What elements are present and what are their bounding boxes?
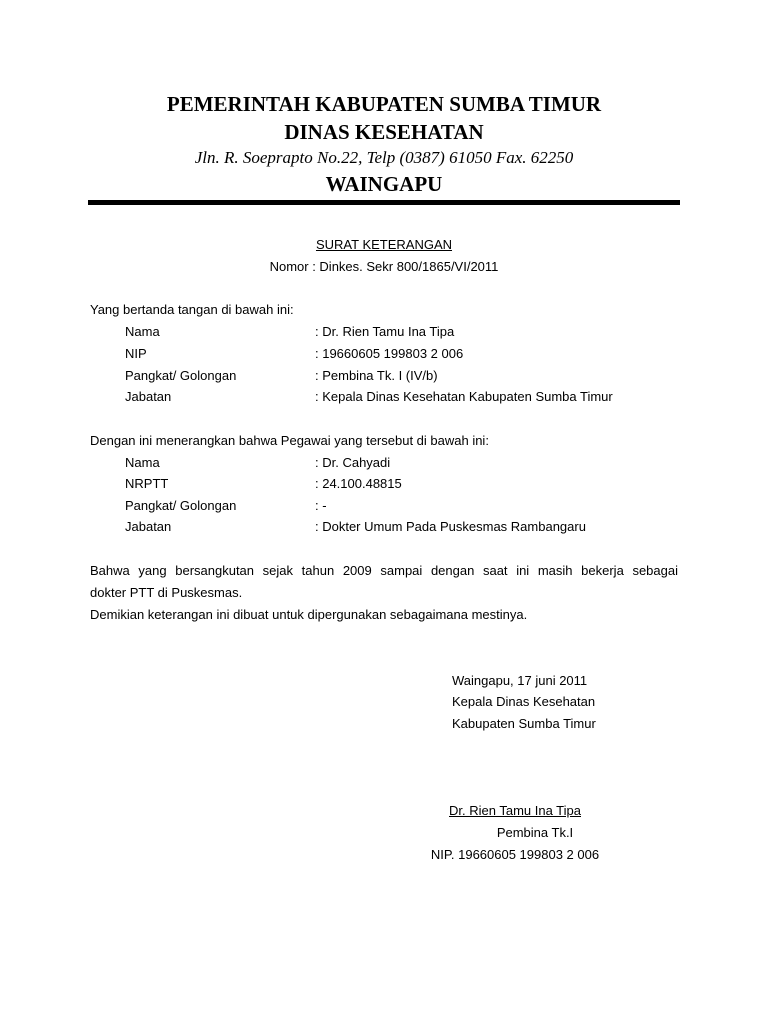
signatory-region: Kabupaten Sumba Timur	[452, 716, 596, 731]
letterhead-agency: DINAS KESEHATAN	[284, 120, 484, 144]
subject-nrptt-label: NRPTT	[125, 476, 169, 491]
body-paragraph-line1: Bahwa yang bersangkutan sejak tahun 2009 sampai dengan saat ini masih bekerja sebagai	[90, 563, 678, 578]
subject-rank-label: Pangkat/ Golongan	[125, 498, 237, 513]
body-paragraph-line2: dokter PTT di Puskesmas.	[90, 585, 243, 600]
signatory-name: Dr. Rien Tamu Ina Tipa	[449, 803, 581, 818]
subject-position-value: : Dokter Umum Pada Puskesmas Rambangaru	[315, 519, 586, 534]
signer-rank-value: : Pembina Tk. I (IV/b)	[315, 368, 438, 383]
letterhead-divider	[88, 200, 680, 205]
subject-position-label: Jabatan	[125, 519, 172, 534]
signatory-position: Kepala Dinas Kesehatan	[452, 694, 596, 709]
letterhead-city: WAINGAPU	[325, 172, 443, 196]
subject-nrptt-value: : 24.100.48815	[315, 476, 402, 491]
signer-nip-value: : 19660605 199803 2 006	[315, 346, 464, 361]
signer-position-value: : Kepala Dinas Kesehatan Kabupaten Sumba Timur	[315, 389, 613, 404]
signatory-rank: Pembina Tk.I	[496, 825, 574, 840]
signer-name-value: : Dr. Rien Tamu Ina Tipa	[315, 324, 455, 339]
letter-title: SURAT KETERANGAN	[315, 237, 453, 252]
subject-name-label: Nama	[125, 455, 160, 470]
subject-intro: Dengan ini menerangkan bahwa Pegawai yang tersebut di bawah ini:	[90, 433, 489, 448]
closing-statement: Demikian keterangan ini dibuat untuk dipergunakan sebagaimana mestinya.	[90, 607, 528, 622]
signer-nip-label: NIP	[125, 346, 147, 361]
letter-number: Nomor : Dinkes. Sekr 800/1865/VI/2011	[269, 259, 499, 274]
place-date: Waingapu, 17 juni 2011	[452, 673, 588, 688]
signer-intro: Yang bertanda tangan di bawah ini:	[90, 302, 294, 317]
signer-position-label: Jabatan	[125, 389, 172, 404]
subject-rank-value: : -	[315, 498, 327, 513]
letterhead-address: Jln. R. Soeprapto No.22, Telp (0387) 61050 Fax. 62250	[194, 148, 574, 167]
subject-name-value: : Dr. Cahyadi	[315, 455, 391, 470]
letterhead-government: PEMERINTAH KABUPATEN SUMBA TIMUR	[166, 92, 602, 116]
signer-name-label: Nama	[125, 324, 160, 339]
signer-rank-label: Pangkat/ Golongan	[125, 368, 237, 383]
signatory-nip: NIP. 19660605 199803 2 006	[430, 847, 600, 862]
